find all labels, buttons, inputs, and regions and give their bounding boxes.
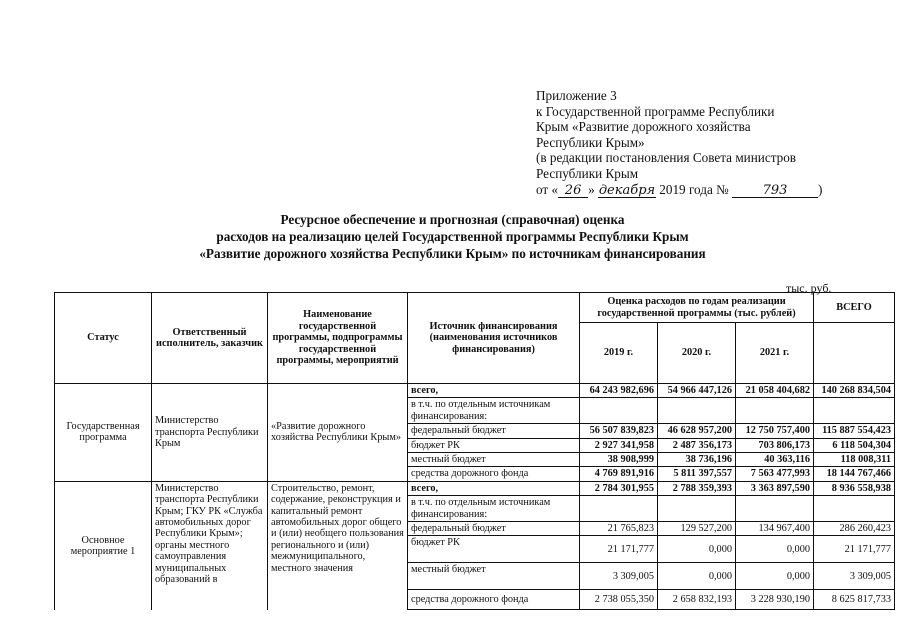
handwritten-number: 793 [732,185,818,198]
source-cell: федеральный бюджет [408,522,580,536]
value-2020: 0,000 [658,563,736,590]
header-2020: 2020 г. [658,323,736,384]
value-total: 115 887 554,423 [814,424,895,438]
handwritten-day: 26 [558,185,588,198]
appendix-line-4: Республики Крым» [536,134,645,150]
value-2021: 0,000 [736,563,814,590]
value-total: 286 260,423 [814,522,895,536]
value-2019: 21 765,823 [580,522,658,536]
document-title [0,212,905,262]
value-2020: 5 811 397,557 [658,467,736,481]
header-estimate: Оценка расходов по годам реализации государственной программы (тыс. рублей) [580,293,814,323]
value-2020: 129 527,200 [658,522,736,536]
value-2019: 64 243 982,696 [580,384,658,398]
title-line-3: «Развитие дорожного хозяйства Республики Крым» по источникам финансирования [199,245,706,261]
source-cell: в т.ч. по отдельным источникам финансирования: [408,496,580,522]
source-cell: местный бюджет [408,453,580,467]
source-cell: всего, [408,384,580,398]
value-2020 [658,398,736,424]
units-label: тыс. руб. [786,281,832,295]
value-2019: 21 171,777 [580,536,658,563]
value-2019: 2 784 301,955 [580,481,658,495]
value-2019: 2 738 055,350 [580,590,658,610]
appendix-date-line [536,182,822,198]
value-2020 [658,496,736,522]
value-2019: 3 309,005 [580,563,658,590]
source-cell: бюджет РК [408,536,580,563]
value-total: 118 008,311 [814,453,895,467]
appendix-line-3: Крым «Развитие дорожного хозяйства [536,119,751,135]
value-2019 [580,398,658,424]
value-2019: 2 927 341,958 [580,438,658,452]
value-2021: 703 806,173 [736,438,814,452]
value-total: 3 309,005 [814,563,895,590]
date-year: 2019 года № [659,181,729,197]
value-2019: 38 908,999 [580,453,658,467]
source-cell: местный бюджет [408,563,580,590]
header-executor: Ответственный исполнитель, заказчик [152,293,268,384]
table-row [55,384,895,398]
source-cell: бюджет РК [408,438,580,452]
header-2021: 2021 г. [736,323,814,384]
value-2020: 2 788 359,393 [658,481,736,495]
value-2021: 134 967,400 [736,522,814,536]
value-total [814,496,895,522]
value-total: 8 625 817,733 [814,590,895,610]
source-cell: всего, [408,481,580,495]
financing-table [54,292,895,610]
value-2020: 54 966 447,126 [658,384,736,398]
value-total: 6 118 504,304 [814,438,895,452]
value-2020: 2 487 356,173 [658,438,736,452]
source-cell: средства дорожного фонда [408,467,580,481]
date-close: ) [817,181,823,197]
value-2021: 40 363,116 [736,453,814,467]
header-total-blank [814,323,895,384]
appendix-line-1: Приложение 3 [536,88,617,103]
header-2019: 2019 г. [580,323,658,384]
executor-cell: Министерство транспорта Республики Крым; ГКУ РК «Служба автомобильных дорог Республики Крым»; органы местного самоуправления муниципальных образований в [152,481,268,610]
value-total: 140 268 834,504 [814,384,895,398]
value-2020: 0,000 [658,536,736,563]
value-2020: 46 628 957,200 [658,424,736,438]
source-cell: федеральный бюджет [408,424,580,438]
executor-cell: Министерство транспорта Республики Крым [152,384,268,482]
value-2020: 2 658 832,193 [658,590,736,610]
header-source: Источник финансирования (наименования источников финансирования) [408,293,580,384]
header-program: Наименование государственной программы, подпрограммы государственной программы, мероприятий [268,293,408,384]
appendix-line-6: Республики Крым [536,165,639,181]
value-2021 [736,398,814,424]
appendix-line-2: к Государственной программе Республики [536,103,775,119]
title-line-2: расходов на реализацию целей Государственной программы Республики Крым [216,228,689,244]
value-total: 18 144 767,466 [814,467,895,481]
date-prefix: от « [536,181,559,197]
value-2021: 21 058 404,682 [736,384,814,398]
title-line-1: Ресурсное обеспечение и прогнозная (справочная) оценка [280,212,625,227]
header-total: ВСЕГО [814,293,895,323]
value-total: 21 171,777 [814,536,895,563]
value-2019 [580,496,658,522]
status-cell: Основное мероприятие 1 [55,481,152,610]
value-2021: 12 750 757,400 [736,424,814,438]
header-row-1 [55,293,895,323]
value-2019: 4 769 891,916 [580,467,658,481]
value-total: 8 936 558,938 [814,481,895,495]
value-2021: 0,000 [736,536,814,563]
value-2021: 3 228 930,190 [736,590,814,610]
source-cell: в т.ч. по отдельным источникам финансирования: [408,398,580,424]
value-2019: 56 507 839,823 [580,424,658,438]
source-cell: средства дорожного фонда [408,590,580,610]
appendix-line-5: (в редакции постановления Совета министров [536,150,797,166]
table-row [55,481,895,495]
date-mid: » [588,181,595,197]
header-status: Статус [55,293,152,384]
value-2021: 3 363 897,590 [736,481,814,495]
program-cell: Строительство, ремонт, содержание, реконструкция и капитальный ремонт автомобильных дорог общего и (или) необщего пользования регионального и (или) межмуниципального, местного значения [268,481,408,610]
value-2021: 7 563 477,993 [736,467,814,481]
value-2020: 38 736,196 [658,453,736,467]
appendix-block [536,88,822,198]
handwritten-month: декабря [598,182,656,198]
value-2021 [736,496,814,522]
status-cell: Государственная программа [55,384,152,482]
program-cell: «Развитие дорожного хозяйства Республики Крым» [268,384,408,482]
value-total [814,398,895,424]
